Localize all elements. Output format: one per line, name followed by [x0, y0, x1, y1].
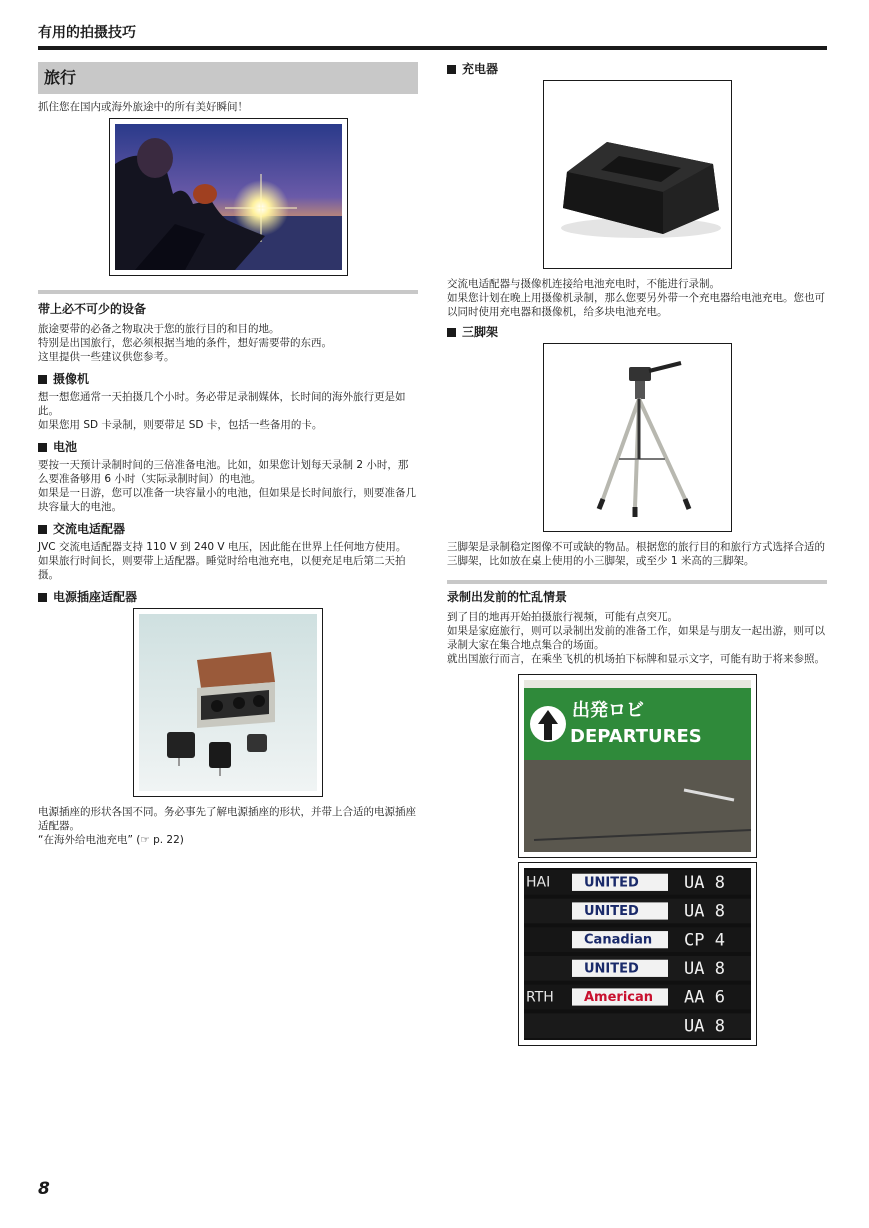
- section-divider: [447, 580, 827, 584]
- plug-adapter-line-1: 电源插座的形状各国不同。务必事先了解电源插座的形状，并带上合适的电源插座适配器。: [38, 806, 416, 832]
- departure-heading: 录制出发前的忙乱情景: [447, 590, 568, 604]
- charger-illustration: [549, 86, 726, 263]
- camcorder-line-2: 如果您用 SD 卡录制，则要带足 SD 卡，包括一些备用的卡。: [38, 419, 323, 431]
- sunset-photo: [109, 118, 348, 276]
- board-row-code: RTH: [525, 989, 554, 1006]
- flight-board-illustration: [524, 868, 751, 1040]
- ac-adapter-line-2: 如果旅行时间长，则要带上适配器。睡觉时给电池充电，以便充足电后第二天拍摄。: [38, 555, 406, 581]
- equipment-heading: 带上必不可少的设备: [38, 302, 147, 316]
- battery-line-1: 要按一天预计录制时间的三倍准备电池。比如，如果您计划每天录制 2 小时，那么要准备够用 6 小时（实际录制时间）的电池。: [38, 459, 409, 485]
- board-flight-number: UA 8: [683, 1016, 725, 1037]
- sign-japanese-text: 出発ロビ: [571, 700, 644, 721]
- departures-sign-photo: [518, 674, 757, 858]
- board-row-code: HAI: [525, 874, 550, 891]
- tripod-photo: [543, 343, 732, 532]
- board-flight-number: UA 8: [683, 901, 725, 922]
- plug-adapter-photo: [133, 608, 323, 797]
- left-column: [38, 62, 418, 847]
- camcorder-heading: 摄像机: [38, 372, 418, 386]
- section-title: 旅行: [38, 62, 418, 94]
- square-bullet-icon: [38, 525, 47, 534]
- square-bullet-icon: [38, 593, 47, 602]
- battery-heading: 电池: [38, 440, 418, 454]
- plug-adapter-reference-link[interactable]: “在海外给电池充电” (☞ p. 22): [38, 834, 184, 846]
- right-column: [447, 62, 827, 1046]
- charger-line-1: 交流电适配器与摄像机连接给电池充电时，不能进行录制。: [447, 278, 720, 290]
- sign-departures-text: DEPARTURES: [569, 726, 702, 747]
- board-flight-number: UA 8: [683, 959, 725, 980]
- equipment-line-1: 旅途要带的必备之物取决于您的旅行目的和目的地。: [38, 323, 280, 335]
- tripod-line-1: 三脚架是录制稳定图像不可或缺的物品。根据您的旅行目的和旅行方式选择合适的三脚架，比如放在桌上使用的小三脚架，或至少 1 米高的三脚架。: [447, 541, 825, 567]
- page-header-title: 有用的拍摄技巧: [38, 25, 136, 41]
- square-bullet-icon: [38, 443, 47, 452]
- departure-line-2: 如果是家庭旅行，则可以录制出发前的准备工作，如果是与朋友一起出游，则可以录制大家在集合地点集合的场面。: [447, 625, 825, 651]
- board-flight-number: UA 8: [683, 873, 725, 894]
- equipment-line-2: 特别是出国旅行，您必须根据当地的条件，想好需要带的东西。: [38, 337, 332, 349]
- charger-photo: [543, 80, 732, 269]
- flight-board-photo: [518, 862, 757, 1046]
- equipment-line-3: 这里提供一些建议供您参考。: [38, 351, 175, 363]
- section-divider: [38, 290, 418, 294]
- battery-line-2: 如果是一日游，您可以准备一块容量小的电池，但如果是长时间旅行，则要准备几块容量大的电池。: [38, 487, 416, 513]
- board-airline-name: Canadian: [583, 932, 652, 948]
- plug-adapter-illustration: [139, 614, 317, 791]
- tripod-illustration: [549, 349, 726, 526]
- board-airline-name: American: [583, 990, 653, 1006]
- board-flight-number: AA 6: [683, 987, 725, 1008]
- charger-line-2: 如果您计划在晚上用摄像机录制，那么您要另外带一个充电器给电池充电。您也可以同时使用充电器和摄像机，给多块电池充电。: [447, 292, 825, 318]
- board-airline-name: UNITED: [583, 961, 639, 977]
- square-bullet-icon: [447, 65, 456, 74]
- tripod-heading: 三脚架: [447, 325, 827, 339]
- ac-adapter-line-1: JVC 交流电适配器支持 110 V 到 240 V 电压，因此能在世界上任何地方使用。: [38, 541, 407, 553]
- page-number: 8: [38, 1179, 50, 1199]
- departure-line-3: 就出国旅行而言，在乘坐飞机的机场拍下标牌和显示文字，可能有助于将来参照。: [447, 653, 825, 665]
- header-rule: [38, 46, 827, 50]
- departure-line-1: 到了目的地再开始拍摄旅行视频，可能有点突兀。: [447, 611, 678, 623]
- intro-text: 抓住您在国内或海外旅途中的所有美好瞬间！: [38, 101, 248, 113]
- camcorder-line-1: 想一想您通常一天拍摄几个小时。务必带足录制媒体，长时间的海外旅行更是如此。: [38, 391, 406, 417]
- square-bullet-icon: [38, 375, 47, 384]
- ac-adapter-heading: 交流电适配器: [38, 522, 418, 536]
- sunset-illustration: [115, 124, 342, 270]
- board-airline-name: UNITED: [583, 875, 639, 891]
- board-airline-name: UNITED: [583, 904, 639, 920]
- charger-heading: 充电器: [447, 62, 827, 76]
- board-flight-number: CP 4: [683, 930, 725, 951]
- departures-sign-illustration: [524, 680, 751, 852]
- square-bullet-icon: [447, 328, 456, 337]
- plug-adapter-heading: 电源插座适配器: [38, 590, 418, 604]
